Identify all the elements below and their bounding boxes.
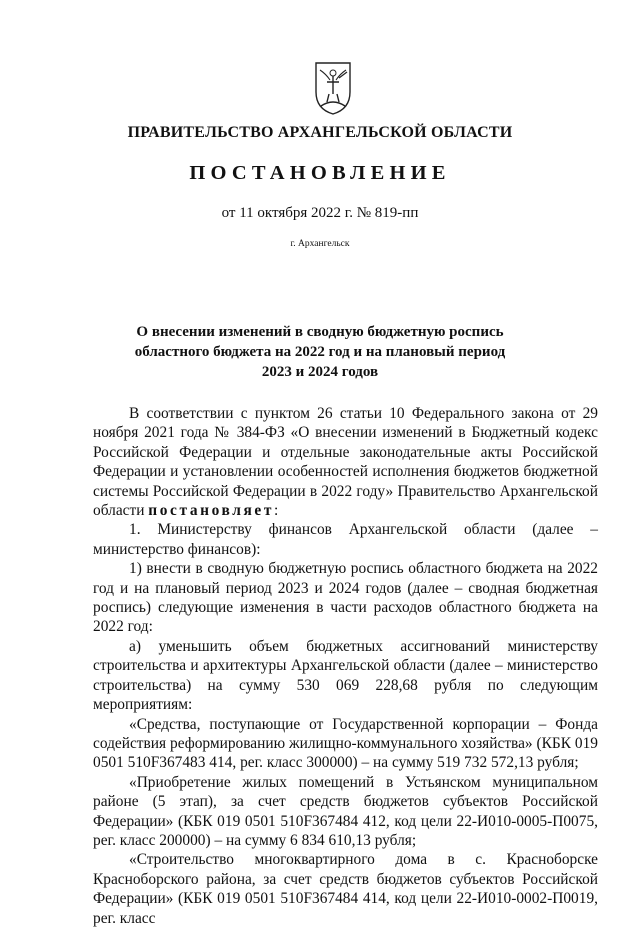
- preamble-text: В соответствии с пунктом 26 статьи 10 Федерального закона от 29 ноября 2021 года № 384-ФЗ «О внесении изменений в Бюджетный кодекс Российской Федерации и отдельные законодательные акты Российской Федерации и установлении особенностей исполнения бюджетов бюджетной системы Российской Федерации в 2022 году» Правительство Архангельской области: [93, 405, 598, 520]
- organization-name: ПРАВИТЕЛЬСТВО АРХАНГЕЛЬСКОЙ ОБЛАСТИ: [127, 124, 513, 141]
- document-type: ПОСТАНОВЛЕНИЕ: [189, 162, 451, 184]
- paragraph-subitem-1: 1) внести в сводную бюджетную роспись областного бюджета на 2022 год и на плановый период 2023 и 2024 годов (далее – сводная бюджетная роспись) следующие изменения в части расходов областного бюджета на 2022 год:: [93, 560, 598, 636]
- archangel-coat-of-arms-icon: [313, 60, 353, 116]
- paragraph-subitem-a: а) уменьшить объем бюджетных ассигнований министерству строительства и архитектуры Архангельской области (далее – министерство строительства) на сумму 530 069 228,68 рубля по следующим мероприятиям:: [93, 637, 598, 714]
- title-line-3: 2023 и 2024 годов: [261, 364, 379, 380]
- title-line-1: О внесении изменений в сводную бюджетную роспись: [136, 324, 504, 340]
- paragraph-preamble: [93, 404, 598, 520]
- paragraph-item-1: 1. Министерству финансов Архангельской области (далее – министерство финансов):: [93, 521, 598, 558]
- document-body: [93, 404, 598, 928]
- paragraph-measure-1: «Средства, поступающие от Государственной корпорации – Фонда содействия реформированию жилищно-коммунального хозяйства» (КБК 019 0501 510F367483 414, рег. класс 300000) – на сумму 519 732 572,13 рубля;: [93, 715, 598, 772]
- title-line-2: областного бюджета на 2022 год и на плановый период: [134, 344, 506, 360]
- document-city: г. Архангельск: [290, 239, 350, 249]
- paragraph-measure-2: «Приобретение жилых помещений в Устьянском муниципальном районе (5 этап), за счет средств бюджетов субъектов Российской Федерации» (КБК 019 0501 510F367484 412, код цели 22-И010-0005-П0075, рег. класс 200000) – на сумму 6 834 610,13 рубля;: [93, 773, 598, 849]
- paragraph-measure-3: «Строительство многоквартирного дома в с. Красноборске Красноборского района, за счет средств бюджетов субъектов Российской Федерации» (КБК 019 0501 510F367484 414, код цели 22-И010-0002-П0019, рег. класс: [93, 851, 598, 927]
- document-title: [0, 322, 640, 382]
- document-date-number: от 11 октября 2022 г. № 819-пп: [221, 205, 419, 221]
- decree-word: постановляет: [148, 502, 274, 520]
- preamble-colon: :: [273, 502, 279, 520]
